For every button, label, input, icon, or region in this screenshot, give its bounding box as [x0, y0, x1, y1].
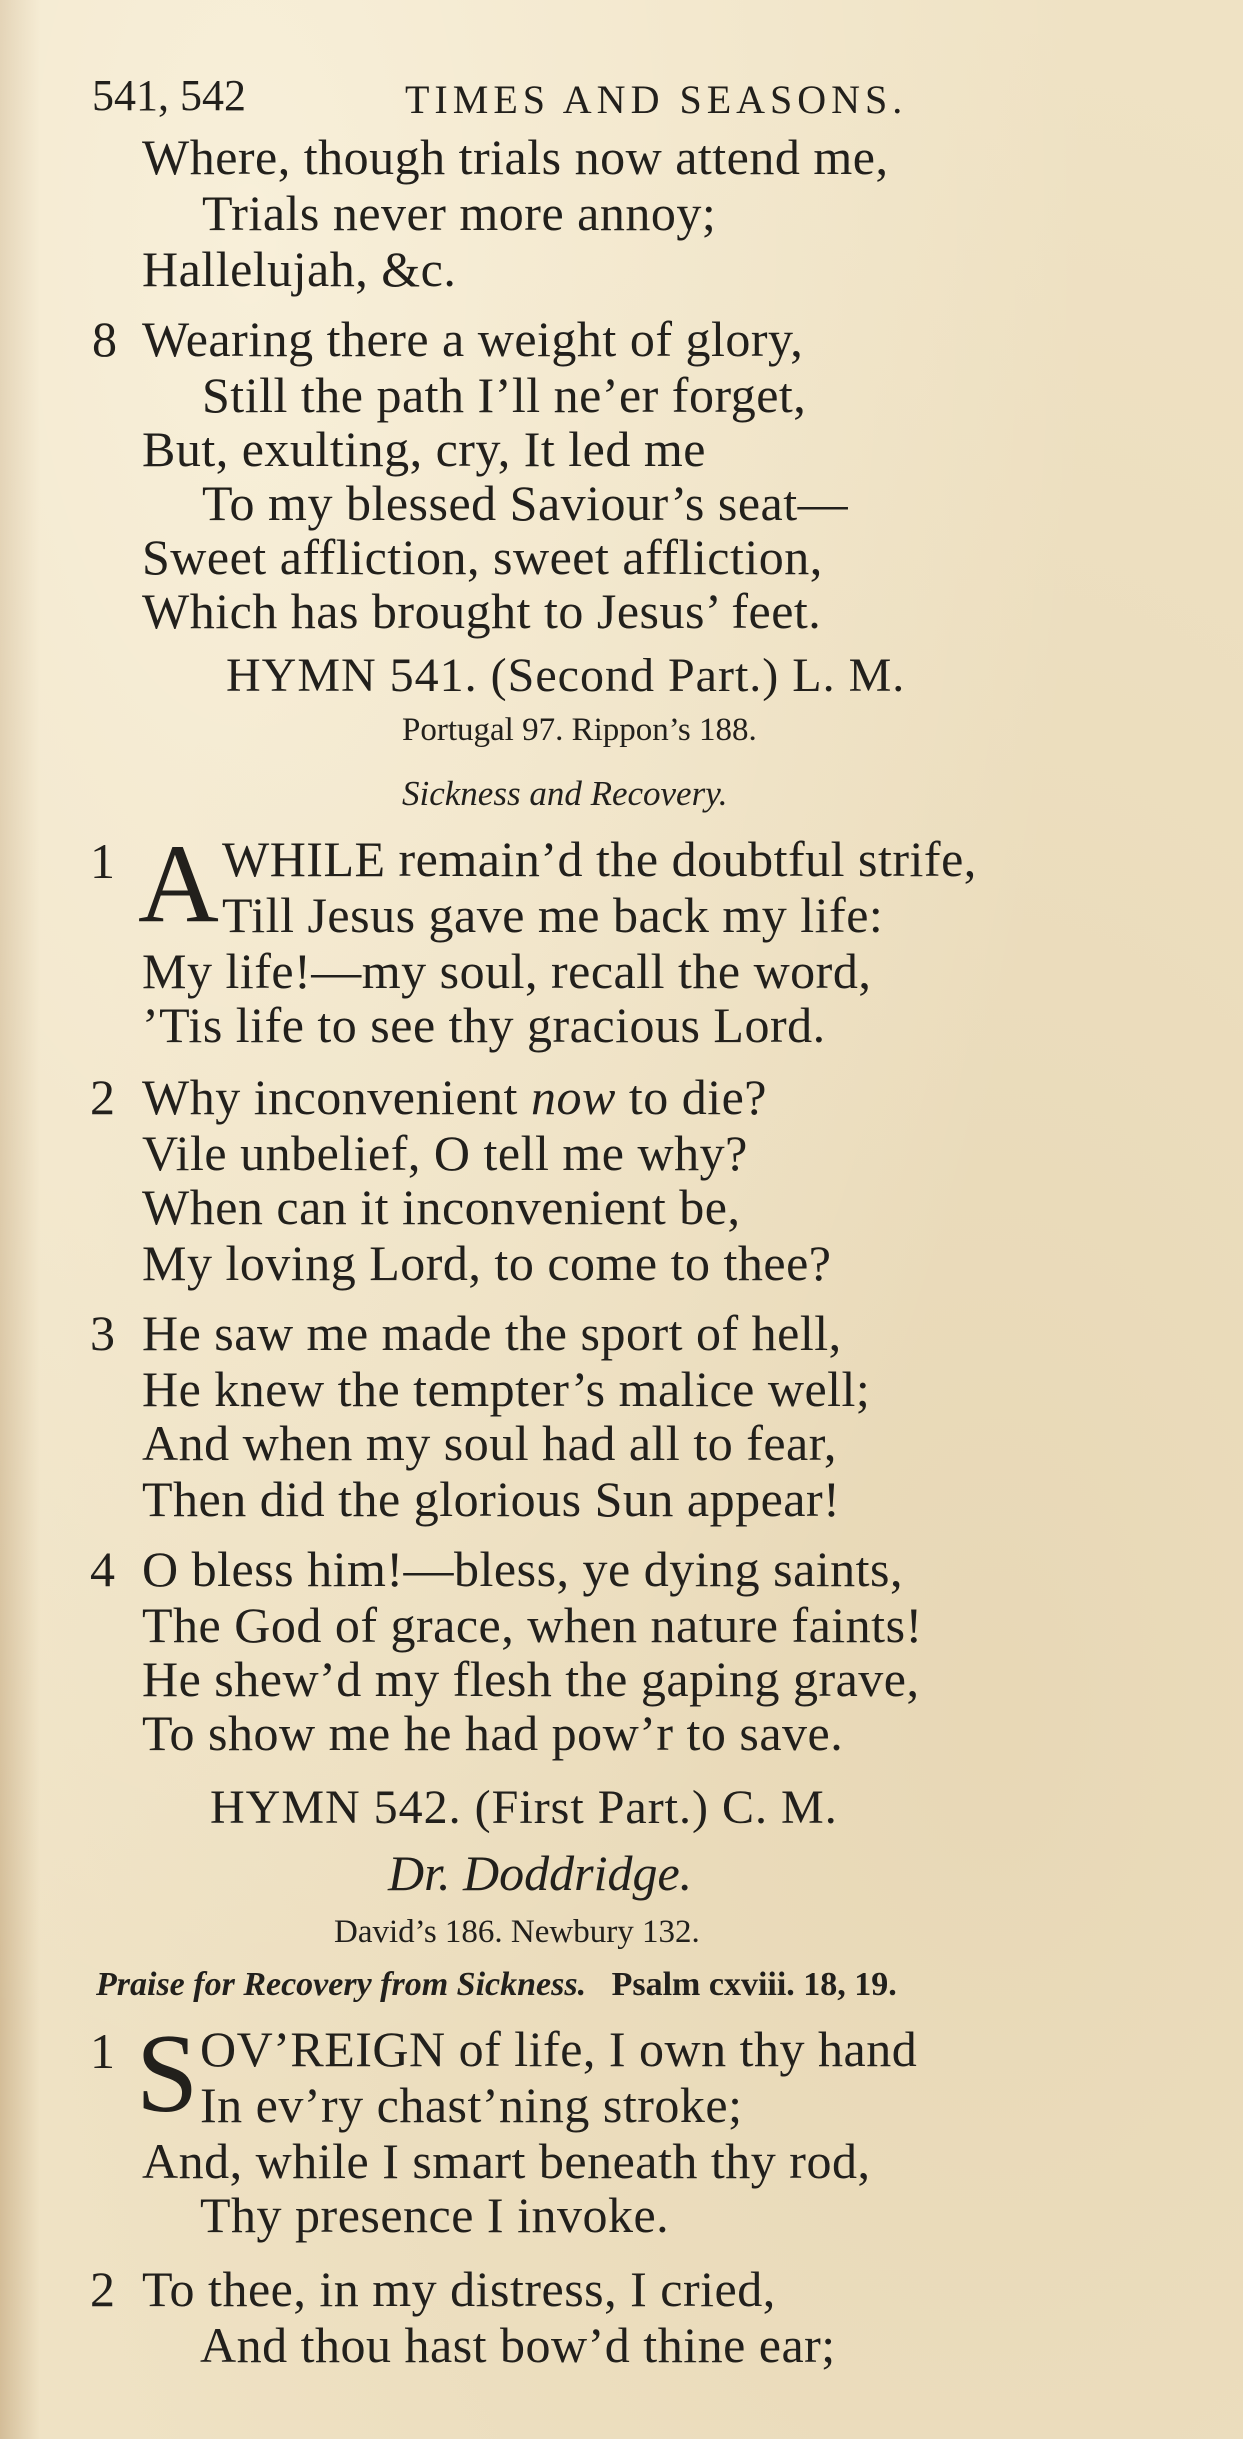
verse-line: And when my soul had all to fear,: [142, 1415, 837, 1471]
verse-line: Wearing there a weight of glory,: [142, 311, 804, 367]
drop-cap: A: [138, 822, 219, 946]
verse-line: Which has brought to Jesus’ feet.: [142, 583, 822, 639]
verse-line: When can it inconvenient be,: [142, 1179, 741, 1235]
verse-line: Why inconvenient now to die?: [142, 1069, 767, 1125]
verse-line: To thee, in my distress, I cried,: [142, 2261, 776, 2317]
verse-line: Still the path I’ll ne’er forget,: [202, 367, 807, 423]
hymn-542-author: Dr. Doddridge.: [388, 1845, 693, 1901]
verse-number: 8: [92, 311, 117, 367]
verse-line: My life!—my soul, recall the word,: [142, 943, 872, 999]
hymn-541-subject: Sickness and Recovery.: [402, 774, 728, 813]
scripture-reference: Psalm cxviii. 18, 19.: [611, 1966, 897, 2003]
verse-line: But, exulting, cry, It led me: [142, 421, 706, 477]
verse-line: The God of grace, when nature faints!: [142, 1597, 923, 1653]
verse-line: In ev’ry chast’ning stroke;: [200, 2077, 743, 2133]
verse-line: O bless him!—bless, ye dying saints,: [142, 1541, 904, 1597]
verse-line: Then did the glorious Sun appear!: [142, 1471, 841, 1527]
verse-line: WHILE remain’d the doubtful strife,: [222, 831, 977, 887]
drop-cap: S: [136, 2012, 199, 2136]
verse-line: Vile unbelief, O tell me why?: [142, 1125, 748, 1181]
prev-line-1: Where, though trials now attend me,: [142, 129, 889, 185]
verse-line: He knew the tempter’s malice well;: [142, 1361, 871, 1417]
verse-number: 2: [90, 2261, 115, 2317]
verse-line: And, while I smart beneath thy rod,: [142, 2133, 871, 2189]
hymn-541-tunes: Portugal 97. Rippon’s 188.: [402, 712, 757, 748]
verse-line: To show me he had pow’r to save.: [142, 1705, 844, 1761]
hymn-542-tunes: David’s 186. Newbury 132.: [334, 1914, 700, 1950]
prev-line-2: Trials never more annoy;: [202, 185, 717, 241]
hymn-542-subject: [96, 1966, 897, 2004]
verse-line: And thou hast bow’d thine ear;: [200, 2317, 836, 2373]
verse-number: 1: [90, 833, 115, 889]
verse-line: To my blessed Saviour’s seat—: [202, 475, 849, 531]
emphasis-word: now: [530, 1069, 616, 1125]
page-numbers: 541, 542: [92, 71, 246, 120]
verse-line: My loving Lord, to come to thee?: [142, 1235, 832, 1291]
verse-line: ’Tis life to see thy gracious Lord.: [142, 997, 826, 1053]
verse-line: He saw me made the sport of hell,: [142, 1305, 842, 1361]
verse-line: Till Jesus gave me back my life:: [222, 887, 884, 943]
verse-line: He shew’d my flesh the gaping grave,: [142, 1651, 920, 1707]
subject-text: Praise for Recovery from Sickness.: [96, 1966, 587, 2003]
verse-line: OV’REIGN of life, I own thy hand: [200, 2021, 918, 2077]
verse-number: 4: [90, 1541, 115, 1597]
verse-line: Thy presence I invoke.: [200, 2187, 670, 2243]
verse-number: 2: [90, 1069, 115, 1125]
verse-number: 1: [90, 2023, 115, 2079]
verse-line: Sweet affliction, sweet affliction,: [142, 529, 823, 585]
verse-number: 3: [90, 1305, 115, 1361]
hymn-541-heading: HYMN 541. (Second Part.) L. M.: [226, 649, 906, 702]
running-title: TIMES AND SEASONS.: [405, 77, 908, 122]
prev-line-3: Hallelujah, &c.: [142, 241, 457, 297]
hymn-542-heading: HYMN 542. (First Part.) C. M.: [210, 1781, 838, 1834]
